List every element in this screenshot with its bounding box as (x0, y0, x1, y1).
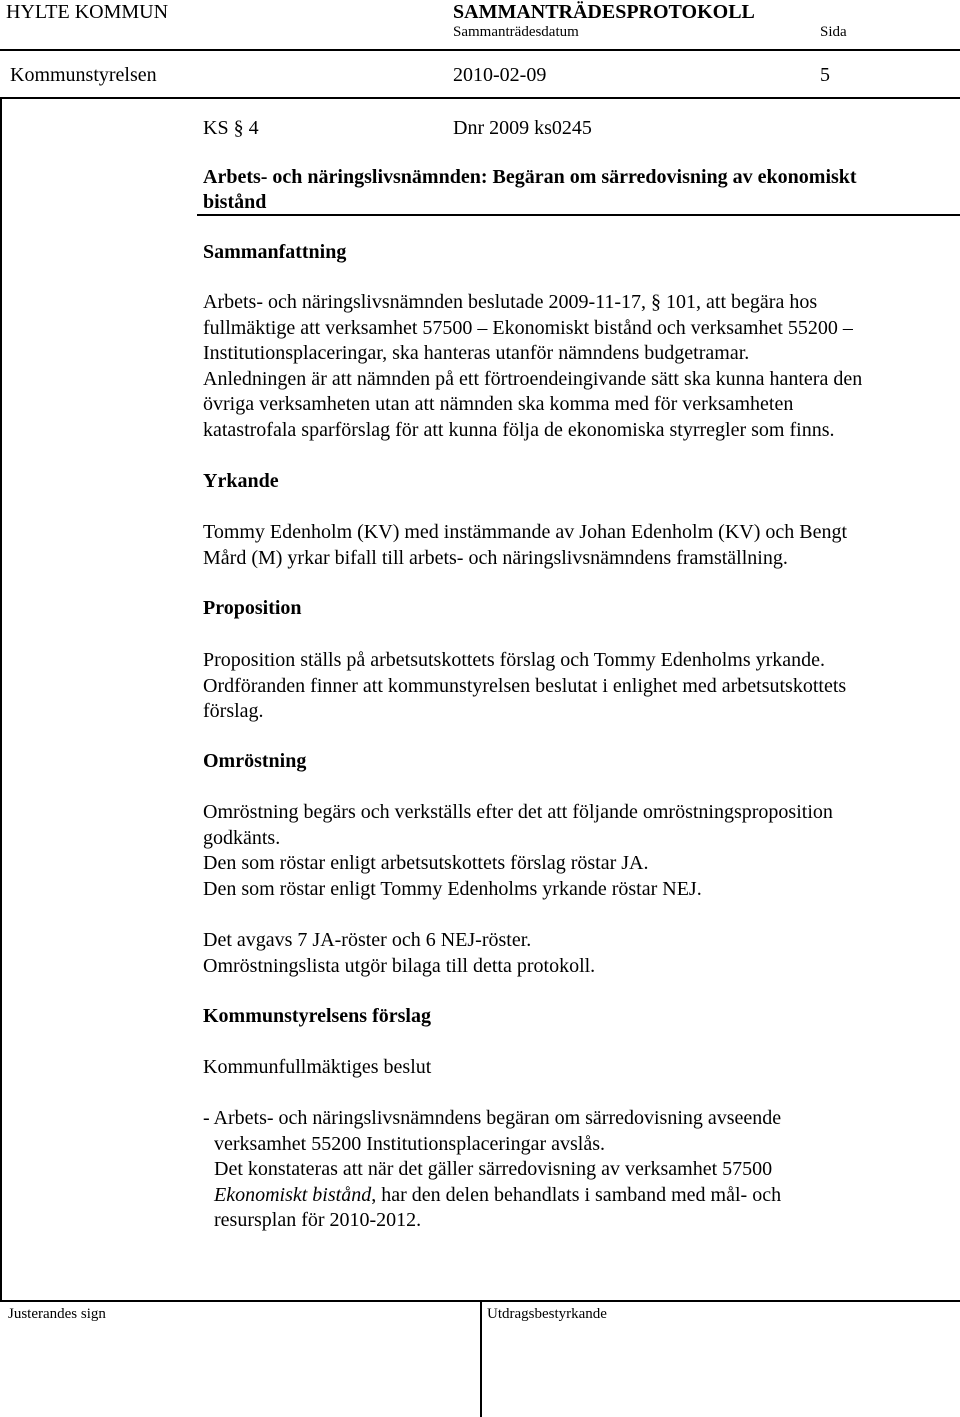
heading-proposition: Proposition (203, 597, 302, 619)
header-rule (0, 49, 960, 51)
omrostning-line: Den som röstar enligt Tommy Edenholms yrkande röstar NEJ. (203, 877, 702, 900)
omrostning-result-line: Det avgavs 7 JA-röster och 6 NEJ-röster. (203, 929, 532, 951)
omrostning-line: godkänts. (203, 826, 281, 849)
page-label: Sida (820, 24, 847, 40)
municipality-name: HYLTE KOMMUN (6, 1, 169, 23)
forslag-note-line: resursplan för 2010-2012. (214, 1209, 422, 1231)
forslag-note-italic: Ekonomiskt bistånd (214, 1183, 372, 1206)
document-type: SAMMANTRÄDESPROTOKOLL (453, 1, 755, 23)
sammanfattning-line: Arbets- och näringslivsnämnden beslutade 2009-11-17, § 101, att begära hos (203, 291, 818, 313)
sammanfattning-text (203, 290, 923, 443)
omrostning-line: Den som röstar enligt arbetsutskottets förslag röstar JA. (203, 852, 649, 874)
heading-omrostning: Omröstning (203, 750, 307, 772)
yrkande-text (203, 520, 923, 571)
omrostning-result-line: Omröstningslista utgör bilaga till detta protokoll. (203, 954, 596, 977)
sammanfattning-line: fullmäktige att verksamhet 57500 – Ekonomiskt bistånd och verksamhet 55200 – (203, 316, 853, 339)
proposition-line: förslag. (203, 700, 264, 722)
proposition-line: Ordföranden finner att kommunstyrelsen beslutat i enlighet med arbetsutskottets (203, 674, 847, 697)
sammanfattning-line: Anledningen är att nämnden på ett förtroendeingivande sätt ska kunna hantera den (203, 367, 863, 390)
meeting-date: 2010-02-09 (453, 64, 547, 86)
footer-justerandes-sign: Justerandes sign (8, 1306, 106, 1322)
forslag-text (203, 1106, 923, 1234)
forslag-item-line: - Arbets- och näringslivsnämndens begäran om särredovisning avseende (203, 1107, 782, 1129)
case-title-line2: bistånd (203, 191, 267, 213)
section-number: 4 (248, 117, 259, 139)
heading-yrkande: Yrkande (203, 470, 279, 492)
footer-divider (480, 1300, 482, 1417)
yrkande-line: Mård (M) yrkar bifall till arbets- och näringslivsnämndens framställning. (203, 546, 788, 569)
case-reference (203, 117, 259, 140)
page-number: 5 (820, 64, 830, 86)
heading-sammanfattning: Sammanfattning (203, 241, 347, 263)
case-title-line1: Arbets- och näringslivsnämnden: Begäran om särredovisning av ekonomiskt (203, 166, 857, 188)
forslag-note-rest: , har den delen behandlats i samband med mål- och (371, 1183, 782, 1206)
meeting-date-label: Sammanträdesdatum (453, 24, 579, 40)
subheading-kf-beslut: Kommunfullmäktiges beslut (203, 1056, 432, 1078)
yrkande-line: Tommy Edenholm (KV) med instämmande av Johan Edenholm (KV) och Bengt (203, 521, 848, 543)
proposition-text (203, 648, 923, 725)
omrostning-text (203, 800, 923, 902)
section-sign: § (233, 117, 244, 139)
footer-utdragsbestyrkande: Utdragsbestyrkande (487, 1306, 607, 1322)
sammanfattning-line: Institutionsplaceringar, ska hanteras utanför nämndens budgetramar. (203, 342, 750, 364)
omrostning-line: Omröstning begärs och verkställs efter det att följande omröstningsproposition (203, 801, 833, 823)
proposition-line: Proposition ställs på arbetsutskottets förslag och Tommy Edenholms yrkande. (203, 649, 826, 671)
header-bottom-rule (0, 97, 960, 99)
forslag-note-line (203, 1183, 923, 1209)
forslag-item-line: verksamhet 55200 Institutionsplaceringar avslås. (214, 1132, 606, 1155)
sammanfattning-line: katastrofala sparförslag för att kunna följa de ekonomiska styrregler som finns. (203, 418, 835, 441)
dnr: Dnr 2009 ks0245 (453, 117, 592, 139)
forslag-note-line: Det konstateras att när det gäller särredovisning av verksamhet 57500 (214, 1158, 773, 1180)
sammanfattning-line: övriga verksamheten utan att nämnden ska komma med för verksamheten (203, 393, 794, 415)
heading-forslag: Kommunstyrelsens förslag (203, 1005, 431, 1027)
body-name: Kommunstyrelsen (10, 64, 157, 86)
omrostning-result (203, 928, 923, 979)
title-rule (197, 214, 960, 216)
ks-label: KS (203, 117, 229, 139)
left-frame-line (0, 97, 2, 1300)
